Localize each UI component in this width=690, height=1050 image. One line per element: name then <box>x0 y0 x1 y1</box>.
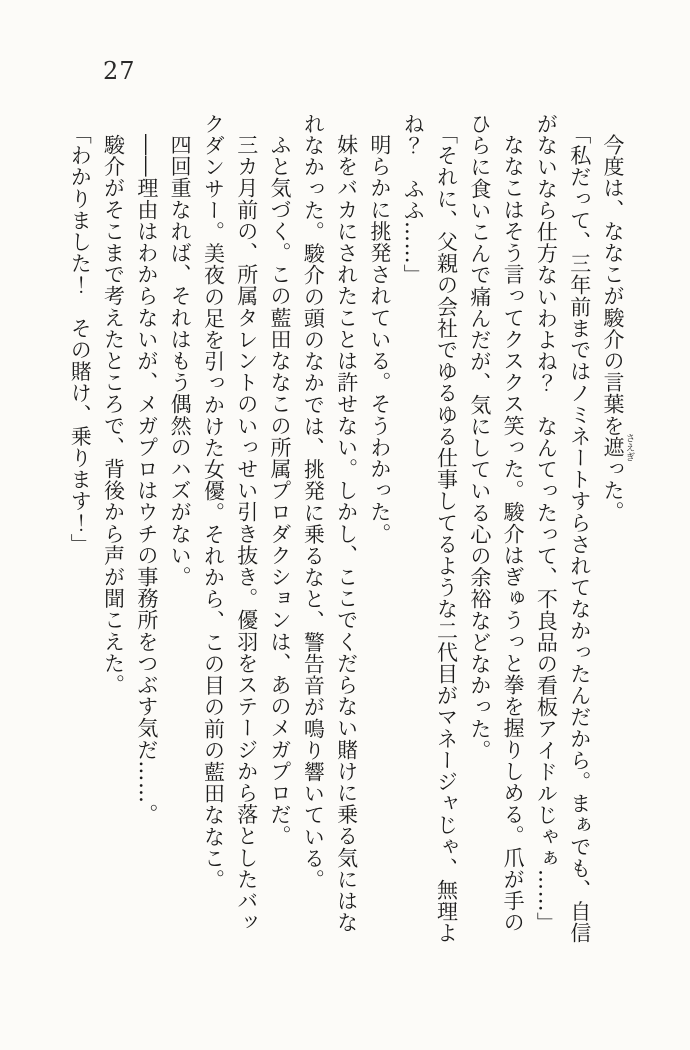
text-line: 明らかに挑発されている。そうわかった。 <box>367 134 392 545</box>
text-line: ね？ ふふ……」 <box>401 113 426 286</box>
text-line: 駿介がそこまで考えたところで、背後から声が聞こえた。 <box>101 134 126 696</box>
text-line: 「わかりました！ その賭け、乗ります！」 <box>68 123 93 555</box>
ruby-furigana <box>601 432 635 462</box>
text-line: がないなら仕方ないわよね？ なんてったって、不良品の看板アイドルじゃぁ……」 <box>534 113 559 934</box>
ruby-text: さえぎ <box>623 432 635 462</box>
text-line: ななこはそう言ってクスクス笑った。駿介はぎゅうっと拳を握りしめる。爪が手の <box>501 134 526 934</box>
text-line: ――理由はわからないが、メガプロはウチの事務所をつぶす気だ……。 <box>134 134 159 826</box>
text-line: 「私だって、三年前まではノミネートすらされてなかったんだから。まぁでも、自信 <box>567 123 592 944</box>
text-line: ひらに食いこんで痛んだが、気にしている心の余裕などなかった。 <box>467 113 492 761</box>
page-number: 27 <box>103 57 136 85</box>
text-segment: った。 <box>601 458 625 523</box>
text-line: クダンサー。美夜の足を引っかけた女優。それから、この目の前の藍田ななこ。 <box>201 113 226 891</box>
text-segment: 今度は、ななこが駿介の言葉を <box>601 134 625 437</box>
text-area <box>63 113 634 947</box>
text-line <box>596 113 634 947</box>
ruby-base: 遮 <box>601 432 625 462</box>
text-line: 「それに、父親の会社でゆるゆる仕事してるような二代目がマネージャじゃ、無理よ <box>434 123 459 944</box>
text-line: れなかった。駿介の頭のなかでは、挑発に乗るなと、警告音が鳴り響いている。 <box>301 113 326 891</box>
text-line: 三カ月前の、所属タレントのいっせい引き抜き。優羽をステージから落としたバッ <box>234 134 259 934</box>
text-line: ふと気づく。この藍田ななこの所属プロダクションは、あのメガプロだ。 <box>268 134 293 847</box>
text-line: 四回重なれば、それはもう偶然のハズがない。 <box>168 134 193 588</box>
text-line: 妹をバカにされたことは許せない。しかし、ここでくだらない賭けに乗る気にはな <box>334 134 359 934</box>
